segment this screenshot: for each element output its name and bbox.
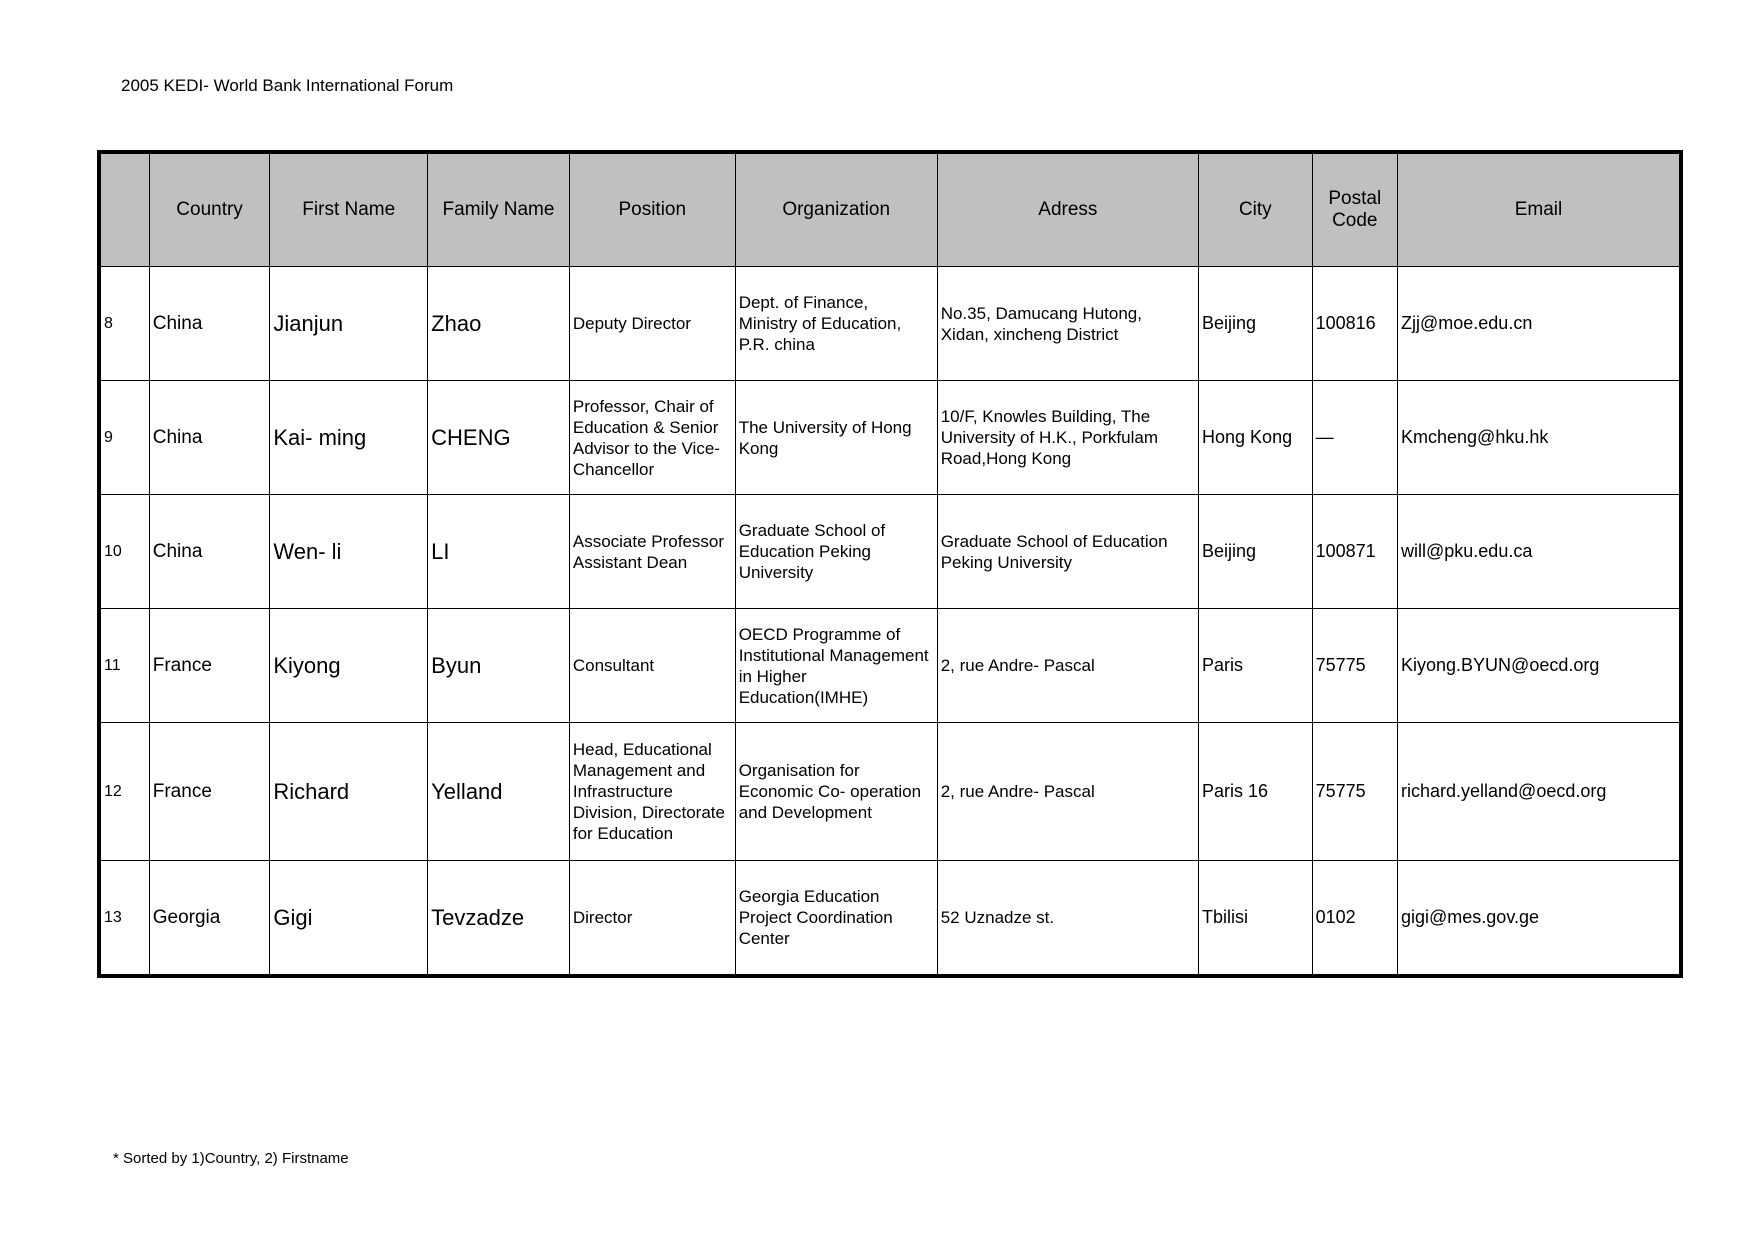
footnote: * Sorted by 1)Country, 2) Firstname [113,1150,349,1167]
cell-position: Associate Professor Assistant Dean [569,495,735,609]
table-row [99,723,1681,861]
column-header-address: Adress [937,152,1198,267]
cell-city: Paris 16 [1199,723,1313,861]
cell-number: 10 [99,495,149,609]
cell-first-name: Kiyong [270,609,428,723]
cell-city: Beijing [1199,267,1313,381]
column-header-first-name: First Name [270,152,428,267]
cell-country: France [149,609,270,723]
column-header-position: Position [569,152,735,267]
cell-country: China [149,495,270,609]
cell-number: 8 [99,267,149,381]
cell-position: Deputy Director [569,267,735,381]
column-header-country: Country [149,152,270,267]
cell-organization: Dept. of Finance, Ministry of Education, P.R. china [735,267,937,381]
cell-family-name: Yelland [428,723,570,861]
cell-first-name: Wen- li [270,495,428,609]
cell-postal-code: 75775 [1312,723,1397,861]
cell-family-name: Zhao [428,267,570,381]
cell-email: will@pku.edu.ca [1398,495,1682,609]
cell-email: Kmcheng@hku.hk [1398,381,1682,495]
cell-country: China [149,381,270,495]
column-header-postal-code: Postal Code [1312,152,1397,267]
cell-address: 52 Uznadze st. [937,861,1198,977]
cell-family-name: Byun [428,609,570,723]
cell-postal-code: 100871 [1312,495,1397,609]
cell-city: Hong Kong [1199,381,1313,495]
cell-first-name: Kai- ming [270,381,428,495]
cell-organization: Organisation for Economic Co- operation and Development [735,723,937,861]
cell-city: Beijing [1199,495,1313,609]
cell-position: Head, Educational Management and Infrastructure Division, Directorate for Education [569,723,735,861]
column-header-email: Email [1398,152,1682,267]
cell-address: 2, rue Andre- Pascal [937,609,1198,723]
cell-address: 2, rue Andre- Pascal [937,723,1198,861]
cell-postal-code: 75775 [1312,609,1397,723]
table-row [99,861,1681,977]
column-header-city: City [1199,152,1313,267]
cell-postal-code: 0102 [1312,861,1397,977]
cell-address: No.35, Damucang Hutong, Xidan, xincheng District [937,267,1198,381]
document-header: 2005 KEDI- World Bank International Forum [121,76,454,95]
table-row [99,267,1681,381]
cell-number: 11 [99,609,149,723]
table-row [99,381,1681,495]
cell-email: richard.yelland@oecd.org [1398,723,1682,861]
cell-first-name: Richard [270,723,428,861]
cell-city: Paris [1199,609,1313,723]
cell-position: Consultant [569,609,735,723]
cell-number: 9 [99,381,149,495]
column-header-organization: Organization [735,152,937,267]
table-row [99,495,1681,609]
cell-number: 12 [99,723,149,861]
cell-family-name: Tevzadze [428,861,570,977]
cell-family-name: CHENG [428,381,570,495]
cell-first-name: Gigi [270,861,428,977]
cell-country: Georgia [149,861,270,977]
table-header-row [99,152,1681,267]
cell-postal-code: — [1312,381,1397,495]
table-row [99,609,1681,723]
cell-email: Kiyong.BYUN@oecd.org [1398,609,1682,723]
cell-position: Professor, Chair of Education & Senior Advisor to the Vice- Chancellor [569,381,735,495]
cell-number: 13 [99,861,149,977]
column-header-number [99,152,149,267]
cell-position: Director [569,861,735,977]
cell-address: 10/F, Knowles Building, The University of H.K., Porkfulam Road,Hong Kong [937,381,1198,495]
cell-organization: OECD Programme of Institutional Management in Higher Education(IMHE) [735,609,937,723]
cell-city: Tbilisi [1199,861,1313,977]
cell-organization: The University of Hong Kong [735,381,937,495]
cell-country: France [149,723,270,861]
cell-organization: Graduate School of Education Peking University [735,495,937,609]
cell-email: Zjj@moe.edu.cn [1398,267,1682,381]
column-header-family-name: Family Name [428,152,570,267]
cell-organization: Georgia Education Project Coordination Center [735,861,937,977]
cell-first-name: Jianjun [270,267,428,381]
cell-email: gigi@mes.gov.ge [1398,861,1682,977]
cell-family-name: LI [428,495,570,609]
cell-address: Graduate School of Education Peking University [937,495,1198,609]
cell-country: China [149,267,270,381]
cell-postal-code: 100816 [1312,267,1397,381]
participants-table [97,150,1683,978]
